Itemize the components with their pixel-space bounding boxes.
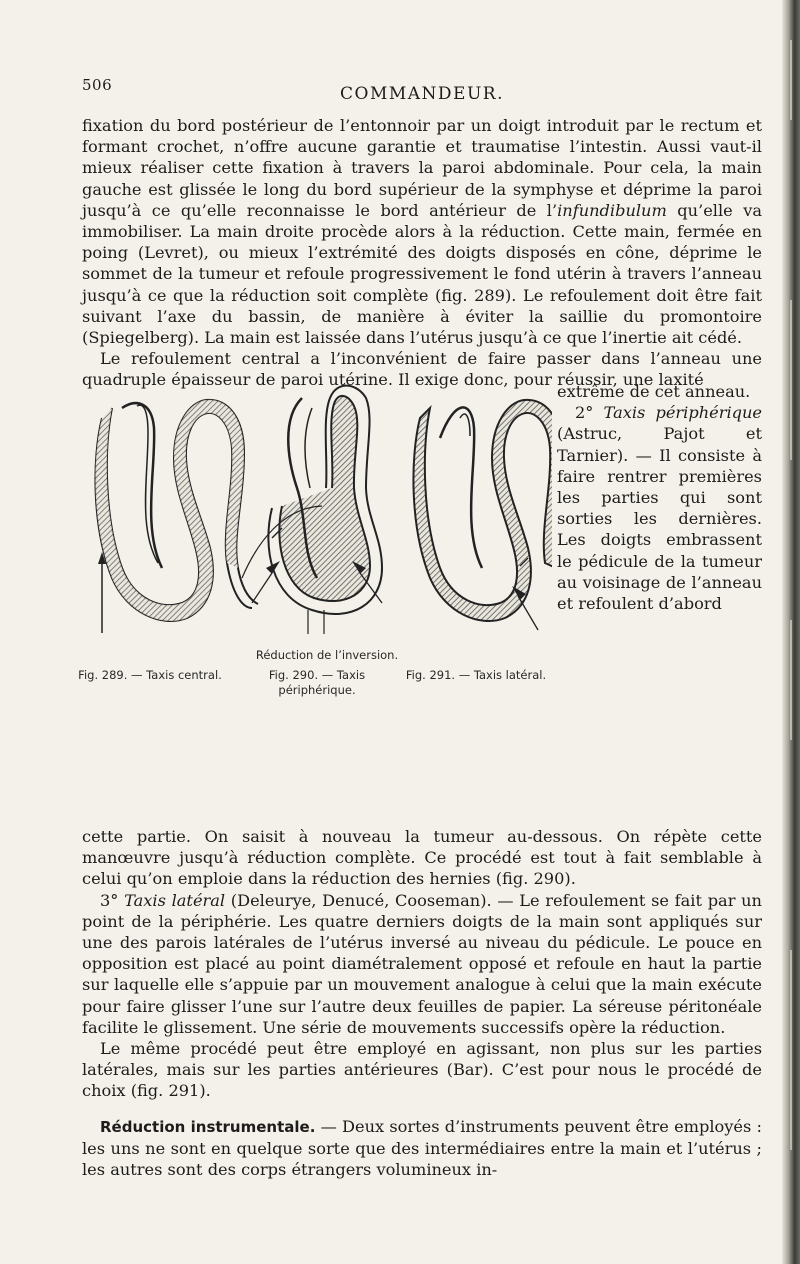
side-text xyxy=(557,381,762,614)
paragraph-refoulement-central: Le refoulement central a l’inconvénient de faire passer dans l’anneau une quadruple épaisseur de paroi utérine. Il exige donc, pour réussir, une laxité xyxy=(82,349,762,390)
paragraph-reduction-instrumentale: Réduction instrumentale. — Deux sortes d’instruments peuvent être employés : les uns ne sont en quelque sorte que des intermédiaires entre la main et l’utérus ; les autres sont des corps étrangers volumineux in- xyxy=(82,1116,762,1180)
side-continuation: extrême de cet anneau. xyxy=(557,382,751,401)
paragraph-continuation: cette partie. On saisit à nouveau la tumeur au-dessous. On répète cette manœuvre jusqu’à réduction complète. Ce procédé est tout à fait semblable à celui qu’on emploie dans la réduction des hernies (fig. 290). xyxy=(82,827,762,889)
paragraph-fixation: fixation du bord postérieur de l’entonnoir par un doigt introduit par le rectum et formant crochet, n’offre aucune garantie et traumatise l’intestin. Aussi vaut-il mieux réaliser cette fixation à travers la paroi abdominale. Pour cela, la main gauche est glissée le long du bord supérieur de la symphyse et déprime la paroi jusqu’à ce qu’elle reconnaisse le bord antérieur de l’infundibulum qu’elle va immobiliser. La main droite procède alors à la réduction. Cette main, fermée en poing (Levret), ou mieux l’extrémité des doigts disposés en cône, déprime le sommet de la tumeur et refoule progressivement le fond utérin à travers l’anneau jusqu’à ce que la réduction soit complète (fig. 289). Le refoulement doit être fait suivant l’axe du bassin, de manière à éviter la saillie du promontoire (Spiegelberg). La main est laissée dans l’utérus jusqu’à ce que l’inertie ait cédé. xyxy=(82,116,762,348)
body-text-top xyxy=(82,115,762,391)
figure-290-illustration xyxy=(242,386,382,634)
caption-fig-289: Fig. 289. — Taxis central. xyxy=(78,668,222,682)
figure-group-caption: Réduction de l’inversion. xyxy=(255,648,399,662)
caption-fig-291: Fig. 291. — Taxis latéral. xyxy=(405,668,547,682)
page-number: 506 xyxy=(82,76,113,94)
page-edge-shadow xyxy=(782,0,800,1264)
paragraph-procede-anterieur: Le même procédé peut être employé en agissant, non plus sur les parties latérales, mais sur les parties antérieures (Bar). C’est pour nous le procédé de choix (fig. 291). xyxy=(82,1039,762,1101)
figure-291-illustration xyxy=(413,400,552,630)
figure-289-illustration xyxy=(95,400,258,633)
page-header xyxy=(82,76,762,106)
figure-group xyxy=(78,378,552,826)
body-text-bottom xyxy=(82,826,762,1180)
item-taxis-peripherique-title: Taxis périphérique xyxy=(603,403,762,423)
term-infundibulum: infundibulum xyxy=(557,200,667,220)
item-taxis-lateral-title: Taxis latéral xyxy=(124,890,226,910)
item-taxis-peripherique: 2° Taxis périphérique (Astruc, Pajot et Tarnier). — Il consiste à faire rentrer premières les parties qui sont sorties les dernières. Les doigts embrassent le pédicule de la tumeur au voisinage de l’anneau et refoulent d’abord xyxy=(557,403,762,614)
paragraph-taxis-lateral: 3° Taxis latéral (Deleurye, Denucé, Cooseman). — Le refoulement se fait par un point de la périphérie. Les quatre derniers doigts de la main sont appliqués sur une des parois latérales de l’utérus inversé au niveau du pédicule. Le pouce en opposition est placé au point diamétralement opposé et refoule en haut la partie sur laquelle elle s’appuie par un mouvement analogue à celui que la main exécute pour faire glisser l’une sur l’autre deux feuilles de papier. La séreuse péritonéale facilite le glissement. Une série de mouvements successifs opère la réduction. xyxy=(82,890,762,1037)
section-heading-reduction-instrumentale: Réduction instrumentale. xyxy=(100,1117,316,1136)
figure-illustrations xyxy=(82,378,552,658)
caption-fig-290: Fig. 290. — Taxis périphérique. xyxy=(268,668,366,697)
running-head: COMMANDEUR. xyxy=(340,84,504,104)
